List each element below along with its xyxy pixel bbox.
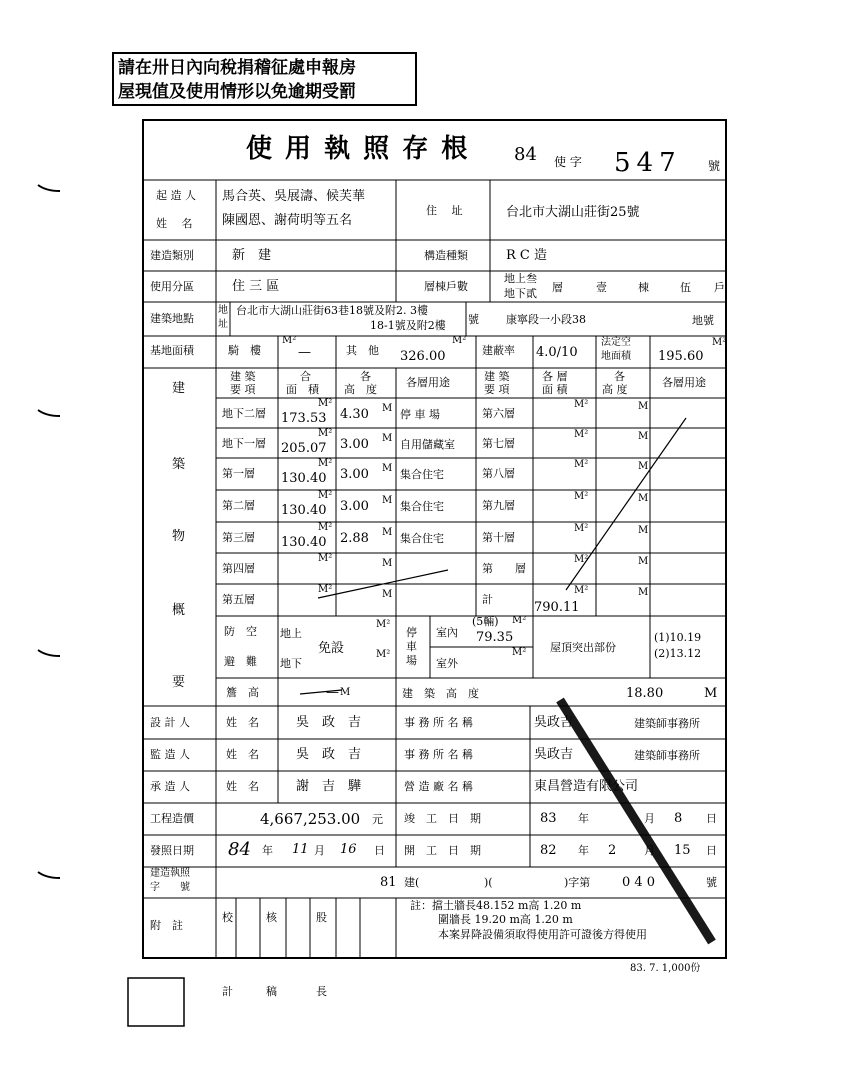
start-label: 開 工 日 期 [404,844,481,857]
floor-row-area-unit-right: M² [574,399,589,410]
designer-name-label: 姓 名 [226,716,259,729]
sig-label-6: 稿 [266,985,277,998]
permit-label-1: 建造執照 [150,868,190,879]
sig-label-2: 核 [266,911,277,924]
floor-row-use: 自用儲藏室 [400,438,455,451]
start-y-unit: 年 [578,844,589,857]
finish-label: 竣 工 日 期 [404,812,481,825]
parking-count: (5輛) [472,615,499,628]
floor-row-height: 3.00 [340,467,369,482]
hdr-height-r2: 高 度 [602,383,628,396]
site-sub-2: 址 [218,319,228,330]
floor-row-label-right: 第 層 [482,562,526,575]
floor-row-label-right: 第九層 [482,499,515,512]
contractor-name-label: 姓 名 [226,780,259,793]
start-year: 82 [540,843,557,858]
floor-row-label-right: 第七層 [482,437,515,450]
issue-m-unit: 月 [314,844,325,857]
designer-office-suffix: 建築師事務所 [634,717,700,730]
section-char-2: 築 [172,457,186,472]
site-address-2: 18-1號及附2樓 [370,319,446,332]
structure-value: R C 造 [506,248,547,263]
floor-row-height: 2.88 [340,531,369,546]
owner-label-1: 起 造 人 [156,189,196,202]
floor-row-height: 3.00 [340,437,369,452]
issue-day: 16 [340,842,357,857]
shelter-below: 地下 [280,657,302,670]
hdr-item-r2: 要 項 [484,383,510,396]
permit-ref-prefix: 建( [404,876,420,889]
finish-y-unit: 年 [578,812,589,825]
build-type-label: 建造類別 [150,249,194,262]
floor-row-area-unit: M² [318,490,333,501]
designer-office-label: 事 務 所 名 稱 [404,716,473,729]
hdr-height-1: 各 [360,370,371,383]
start-day: 15 [674,843,691,858]
finish-day: 8 [674,811,683,826]
arcade-unit: M² [282,335,297,346]
remark-note-1: 註：擋土牆長48.152 m高 1.20 m [410,899,582,912]
open-label-2: 地面積 [601,351,631,362]
hdr-area-2: 面 積 [286,383,319,396]
floors-layer: 層 [552,281,563,294]
eave-label: 簷 高 [226,686,259,699]
sig-label-5: 計 [222,985,233,998]
hdr-area-r1: 各 層 [542,370,568,383]
floor-row-area-unit: M² [318,398,333,409]
permit-label-2: 字 號 [150,882,190,893]
ratio-value: 4.0/10 [536,345,578,360]
roof-label: 屋頂突出部份 [550,641,616,654]
floor-row-area-unit: M² [318,584,333,595]
floor-row-use: 集合住宅 [400,500,444,513]
floors-ground: 地上叁 [504,272,537,285]
arcade-value: — [298,345,311,360]
owner-line-1: 馬合英、吳展濤、候芙華 [222,189,366,204]
floors-label: 層棟戶數 [424,280,468,293]
parking-unit-1: M² [512,615,527,626]
site-lot-label: 號 [468,313,479,326]
permit-ref-mid: )( [484,876,493,889]
floor-row-label-right: 第十層 [482,531,515,544]
eave-unit: M [340,687,351,698]
hdr-use-right: 各層用途 [662,376,706,389]
build-type-value: 新 建 [232,248,272,263]
floor-row-area: 173.53 [281,411,327,426]
floor-row-label: 第五層 [222,593,255,606]
open-unit: M² [712,337,727,348]
arcade-label: 騎 樓 [228,344,261,357]
floor-row-area-unit-right: M² [574,429,589,440]
site-lot-unit: 地號 [692,314,714,327]
section-char-3: 物 [172,529,186,544]
hdr-area-1: 合 [300,370,311,383]
hdr-height-r1: 各 [614,370,625,383]
floor-row-height: 3.00 [340,499,369,514]
floor-row-height-unit-right: M [638,461,649,472]
site-sub-1: 地 [218,305,228,316]
owner-line-2: 陳國恩、謝荷明等五名 [222,213,353,228]
floor-row-height: 4.30 [340,407,369,422]
contractor-name: 謝 吉 驊 [296,779,362,794]
designer-office: 吳政吉 [534,715,574,730]
floor-row-area-unit: M² [318,522,333,533]
floor-row-height-unit-right: M [638,587,649,598]
floor-row-label-right: 第六層 [482,407,515,420]
hdr-height-2: 高 度 [344,383,377,396]
designer-name: 吳 政 吉 [296,715,362,730]
floor-row-area-unit: M² [318,553,333,564]
shelter-above: 地上 [280,627,302,640]
sig-label-4: 長 [316,985,327,998]
floor-row-area: 130.40 [281,471,327,486]
floor-row-area-right: 790.11 [534,600,580,615]
contractor-office: 東昌營造有限公司 [534,779,639,794]
floor-row-height-unit: M [382,495,393,506]
permit-number: 547 [614,148,682,178]
form-title: 使 用 執 照 存 根 [246,134,470,164]
other-label: 其 他 [346,344,379,357]
floor-row-use: 集合住宅 [400,468,444,481]
other-value: 326.00 [400,349,446,364]
start-d-unit: 日 [706,844,717,857]
owner-label-2: 姓 名 [156,217,193,230]
start-m-unit: 月 [644,844,655,857]
build-height-unit: M [704,686,718,701]
use-zone-label: 使用分區 [150,280,194,293]
floor-row-height-unit: M [382,558,393,569]
floor-row-height-unit: M [382,589,393,600]
shelter-value: 免設 [318,641,345,656]
site-lot: 康寧段一小段38 [506,313,586,326]
issue-y-unit: 年 [262,844,273,857]
floor-row-label: 地下二層 [222,407,266,420]
issue-label: 發照日期 [150,844,194,857]
floor-row-area-unit: M² [318,458,333,469]
floor-row-use: 停 車 場 [400,408,440,421]
floor-row-label: 地下一層 [222,437,266,450]
other-unit: M² [452,335,467,346]
use-zone-value: 住 三 區 [232,279,280,294]
contractor-office-label: 營 造 廠 名 稱 [404,780,473,793]
floor-row-height-unit: M [382,403,393,414]
structure-label: 構造種類 [424,249,468,262]
floors-bldg: 棟 [638,281,649,294]
cost-unit: 元 [372,813,383,826]
section-char-4: 概 [172,603,186,618]
floor-row-label-right: 計 [482,593,493,606]
start-month: 2 [608,843,617,858]
land-label: 基地面積 [150,344,194,357]
hdr-item-2: 要 項 [230,383,256,396]
hdr-area-r2: 面 積 [542,383,568,396]
floor-row-area-unit-right: M² [574,459,589,470]
floor-row-label: 第四層 [222,562,255,575]
section-char-1: 建 [172,381,186,396]
open-label-1: 法定空 [601,337,631,348]
floor-row-area: 130.40 [281,535,327,550]
floor-row-label: 第二層 [222,499,255,512]
cost-label: 工程造價 [150,812,194,825]
shelter-unit-2: M² [376,649,391,660]
floor-row-height-unit-right: M [638,493,649,504]
floor-row-height-unit-right: M [638,556,649,567]
floor-row-height-unit-right: M [638,401,649,412]
section-char-5: 要 [172,675,186,690]
hdr-item-1: 建 築 [230,370,256,383]
parking-outdoor: 室外 [436,657,458,670]
floor-row-height-unit: M [382,527,393,538]
floor-row-use: 集合住宅 [400,532,444,545]
floors-unit-count: 伍 [680,281,691,294]
hdr-use-left: 各層用途 [406,376,450,389]
tax-notice-line2: 屋現值及使用情形以免逾期受罰 [118,82,356,102]
permit-ref-suffix: 號 [706,876,717,889]
supervisor-office: 吳政吉 [534,747,574,762]
roof-value-2: (2)13.12 [654,647,702,660]
finish-year: 83 [540,811,557,826]
sig-label-1: 校 [222,911,233,924]
hdr-item-r1: 建 築 [484,370,510,383]
designer-label: 設 計 人 [150,716,190,729]
roof-value-1: (1)10.19 [654,631,702,644]
permit-ref-number: 0 4 0 [622,875,656,890]
permit-year: 84 [514,144,537,165]
finish-d-unit: 日 [706,812,717,825]
floor-row-area-unit-right: M² [574,523,589,534]
contractor-label: 承 造 人 [150,780,190,793]
floors-under: 地下貳 [504,287,537,300]
floors-unit: 戶 [714,281,725,294]
supervisor-label: 監 造 人 [150,748,190,761]
floor-row-label-right: 第八層 [482,467,515,480]
floor-row-label: 第三層 [222,531,255,544]
address-value: 台北市大湖山莊街25號 [506,205,640,220]
floor-row-area-unit-right: M² [574,491,589,502]
supervisor-name: 吳 政 吉 [296,747,362,762]
floors-bldg-count: 壹 [596,281,607,294]
address-label: 住 址 [426,204,463,217]
floor-row-area: 130.40 [281,503,327,518]
site-label: 建築地點 [150,312,194,325]
issue-month: 11 [292,842,309,857]
permit-ref-close: )字第 [564,876,591,889]
remark-note-3: 本案昇降設備須取得使用許可證後方得使用 [438,928,647,941]
site-address-1: 台北市大湖山莊街63巷18號及附2. 3樓 [236,304,428,317]
supervisor-office-label: 事 務 所 名 稱 [404,748,473,761]
supervisor-name-label: 姓 名 [226,748,259,761]
floor-row-height-unit-right: M [638,431,649,442]
permit-prefix: 使 字 [554,155,582,169]
floor-row-height-unit-right: M [638,525,649,536]
sig-label-3: 股 [316,911,327,924]
issue-year: 84 [228,839,251,860]
open-value: 195.60 [658,349,704,364]
floor-row-area-unit-right: M² [574,554,589,565]
tax-notice-line1: 請在卅日內向稅捐稽征處申報房 [118,58,356,78]
ratio-label: 建蔽率 [482,344,515,357]
cost-value: 4,667,253.00 [260,810,361,828]
shelter-unit-1: M² [376,619,391,630]
issue-d-unit: 日 [374,844,385,857]
print-info: 83. 7. 1,000份 [630,963,701,974]
floor-row-label: 第一層 [222,467,255,480]
eave-value: — [326,685,339,700]
finish-m-unit: 月 [644,812,655,825]
permit-suffix: 號 [708,159,721,173]
remark-note-2: 圍牆長 19.20 m高 1.20 m [438,913,573,926]
permit-ref-year: 81 [380,875,397,890]
supervisor-office-suffix: 建築師事務所 [634,749,700,762]
build-height-value: 18.80 [626,686,664,701]
build-height-label: 建 築 高 度 [402,687,479,700]
remarks-label: 附 註 [150,919,183,932]
floor-row-height-unit: M [382,433,393,444]
floor-row-height-unit: M [382,463,393,474]
parking-indoor: 室內 [436,626,458,639]
floor-row-area-unit-right: M² [574,585,589,596]
parking-unit-2: M² [512,647,527,658]
floor-row-area-unit: M² [318,428,333,439]
parking-label: 停車場 [406,626,417,667]
shelter-label-1: 防 空 [224,625,257,638]
floor-row-area: 205.07 [281,441,327,456]
parking-value: 79.35 [476,630,514,645]
shelter-label-2: 避 難 [224,655,257,668]
